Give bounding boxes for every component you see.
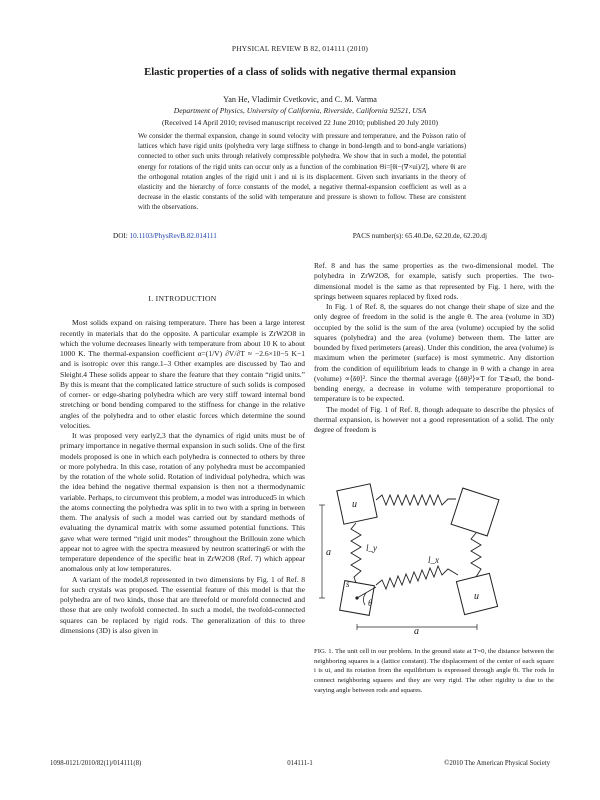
footer-page-number: 014111-1	[287, 760, 313, 767]
right-column	[314, 261, 554, 435]
paper-title: Elastic properties of a class of solids with negative thermal expansion	[144, 67, 456, 78]
rod-left	[351, 523, 361, 583]
page-footer	[50, 760, 550, 767]
unit-cell-diagram	[316, 465, 552, 635]
doi-link[interactable]: 10.1103/PhysRevB.82.014111	[129, 232, 217, 240]
footer-left: 1098-0121/2010/82(1)/014111(8)	[50, 760, 142, 767]
label-s: s	[346, 579, 350, 589]
doi-label: DOI:	[113, 232, 128, 240]
paragraph: Most solids expand on raising temperature. There has been a large interest recently in materials that do the opposite. A particular example is ZrW2O8 in which the volume decreases linearly with temperature from about 10 K to about 1000 K. The thermal-expansion coefficient α=(1/V) ∂V/∂T ≈ −2.6×10−5 K−1 and is isotropic over this range.1–3 Other examples are discussed by Tao and Sleight.4 These solids appear to share the feature that they contain “rigid units.” By this is meant that the complicated lattice structure of such solids is composed of corner- or edge-sharing polyhedra which are very stiff toward internal bond stretching or bond bending compared to the stiffness for change in the relative angles of the polyhedra and to other elastic forces which determine the sound velocities.	[60, 318, 305, 430]
paragraph: In Fig. 1 of Ref. 8, the squares do not change their shape of size and the only degree of freedom in the solid is the angle θ. The area (volume in 3D) occupied by the solid is the sum of the area (volume) occupied by the solid squares (polyhedra) and the area (volume) between them. The latter are bounded by fixed perimeters (areas). Under this condition, the area (volume) is maximum when the perimeter (surface) is most symmetric. Any distortion from the condition of equilibrium leads to change in θ with a change in area (volume) ∝⟨δθ⟩². Since the thermal average ⟨(δθ)²⟩∝T for T≳ω0, the bond-bending energy, a decrease in volume with temperature proportional to temperature is to be expected.	[314, 302, 554, 404]
left-column	[60, 294, 305, 636]
rod-right	[471, 533, 481, 577]
label-theta: θ	[368, 598, 373, 608]
paragraph: It was proposed very early2,3 that the dynamics of rigid units must be of primary importance in negative thermal expansion in such solids. One of the first models proposed is one in which each polyhedra is connected to others by three or more polyhedra. In this case, rotation of any polyhedra must be accompanied by the rotation of the whole solid. Rotation of individual polyhedra, which was the idea behind the negative thermal expansion is then not a thermodynamic variable. Perhaps, to circumvent this problem, a model was introduced5 in which the atoms connecting the polyhedra was split in to two with a spring in between them. The analysis of such a model was carried out by standard methods of evaluating the dynamical matrix with some assumed potential functions. This gave what were termed “rigid unit modes” throughout the Brillouin zone which appear not to agree with the spectra measured by neutron scattering6 or with the temperature dependence of the specific heat in ZrW2O8 (Ref. 7) which appear anomalous only at low temperatures.	[60, 431, 306, 574]
paragraph: A variant of the model,8 represented in two dimensions by Fig. 1 of Ref. 8 for such crystals was proposed. The essential feature of this model is that the polyhedra are of two kinds, those that are threefold or morefold connected and those that are only twofold connected. In such a model, the twofold-connected squares can be replaced by rigid rods. The generalization of this to three dimensions (3D) is also given in	[60, 574, 305, 635]
square-top-left	[337, 484, 377, 524]
label-u-right: u	[474, 591, 479, 602]
label-u-top: u	[352, 499, 357, 510]
pacs-numbers: PACS number(s): 65.40.De, 62.20.de, 62.20.dj	[352, 232, 487, 240]
abstract: We consider the thermal expansion, change in sound velocity with pressure and temperature, and the Poisson ratio of lattices which have rigid units (polyhedra very large stiffness to change in bond-length and to bond-angle variations) connected to other such units through relatively compressible polyhedra. We show that in such a model, the potential energy for rotations of the rigid units can occur only as a function of the combination Θi=[θi−(∇×ui)/2], where θi are the orthogonal rotation angles of the rigid unit i and ui is its displacement. Given such invariants in the theory of elasticity and the hierarchy of force constants of the model, a negative thermal-expansion coefficient as well as a decrease in the elastic constants of the solid with temperature and pressure is shown to follow. These are consistent with the observations.	[138, 133, 466, 212]
label-a-left: a	[326, 547, 331, 558]
journal-header: PHYSICAL REVIEW B 82, 014111 (2010)	[231, 44, 369, 53]
figure-caption: FIG. 1. The unit cell in our problem. In the ground state at T=0, the distance between the neighboring squares is a (lattice constant). The displacement of the center of each square i is ui, and its rotation from the equilibrium is expressed through angle θi. The rods lα connect neighboring squares and they are very rigid. The other rigidity is due to the varying angle between rods and squares.	[314, 648, 554, 694]
rod-top	[376, 495, 456, 505]
label-a-bottom: a	[414, 626, 419, 635]
authors: Yan He, Vladimir Cvetkovic, and C. M. Varma	[223, 95, 377, 104]
affiliation: Department of Physics, University of California, Riverside, California 92521, USA	[173, 106, 427, 115]
publication-dates: (Received 14 April 2010; revised manuscript received 22 June 2010; published 20 July 2010)	[161, 118, 439, 127]
paragraph: Ref. 8 and has the same properties as the two-dimensional model. The polyhedra in ZrW2O8, for example, satisfy such properties. The two-dimensional model is the same as that represented by Fig. 1 here, with the springs between squares replaced by fixed rods.	[314, 261, 554, 301]
angle-arc	[363, 593, 366, 605]
label-l-y: l_y	[366, 543, 377, 553]
section-heading: I. INTRODUCTION	[148, 294, 217, 303]
doi-pacs-row	[113, 232, 487, 240]
figure-unit-cell	[316, 465, 552, 635]
rod-bottom	[376, 566, 458, 589]
paragraph: The model of Fig. 1 of Ref. 8, though adequate to describe the physics of thermal expansion, is however not a good representation of a solid. The only degree of freedom is	[314, 404, 554, 434]
label-l-x: l_x	[428, 555, 439, 565]
square-top-right	[451, 488, 499, 536]
doi-group	[113, 232, 217, 240]
footer-copyright: ©2010 The American Physical Society	[444, 760, 550, 767]
